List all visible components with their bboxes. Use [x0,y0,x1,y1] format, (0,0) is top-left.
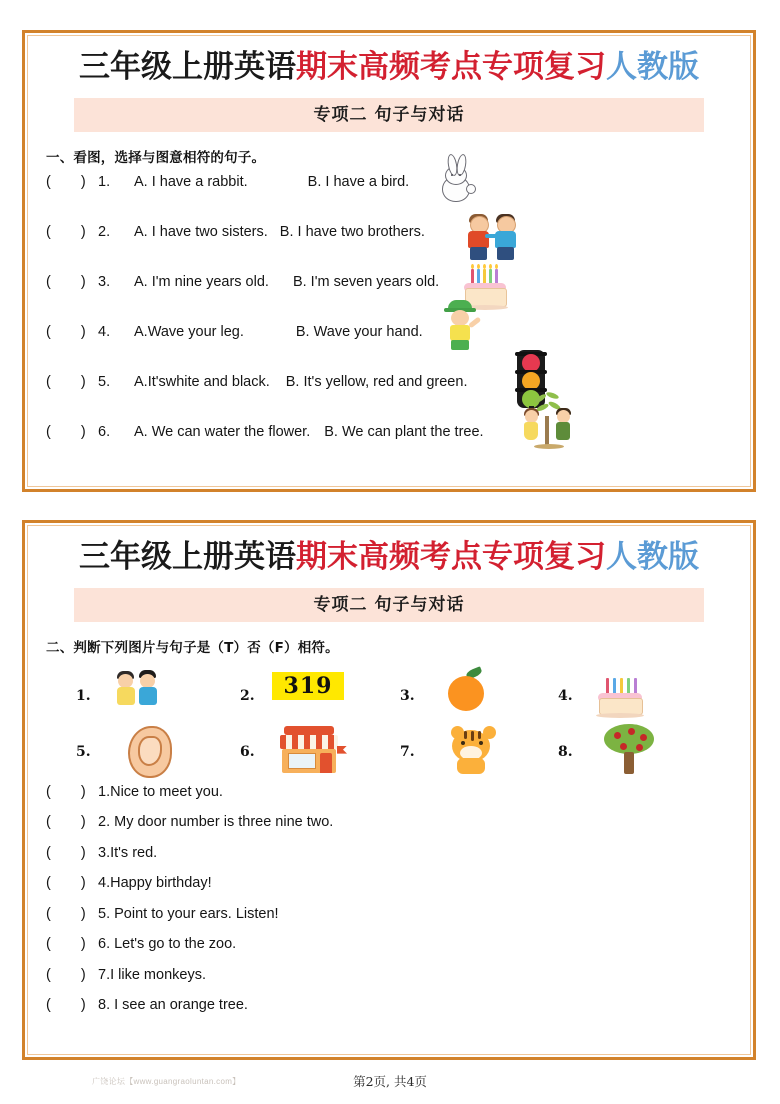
question-number: 6. [98,423,111,440]
option-a[interactable]: A. I have two sisters. [134,223,268,240]
shop-building-icon [266,722,376,776]
ear-icon [102,722,212,776]
page-title [28,50,750,86]
answer-blank[interactable]: ( ) [46,844,86,861]
statement-row[interactable] [28,997,750,1028]
answer-blank[interactable]: ( ) [46,966,86,983]
picture-cell [76,722,226,776]
section-two-instruction: 二、判断下列图片与句子是（T）否（F）相符。 [46,639,339,656]
option-b[interactable]: B. I'm seven years old. [292,273,440,290]
option-a[interactable]: A.It'swhite and black. [134,373,270,390]
question-number: 5. [98,373,111,390]
statement-row[interactable] [28,936,750,967]
statement-row[interactable] [28,784,750,815]
question-number: 4. [98,323,111,340]
picture-number: 3. [400,687,415,704]
picture-number: 4. [558,687,573,704]
section-banner-one: 专项二 句子与对话 [74,98,704,132]
picture-number: 1. [76,687,91,704]
number-319-icon [266,666,376,720]
statement-text: 5. Point to your ears. Listen! [98,905,279,922]
statement-text: 6. Let's go to the zoo. [98,936,237,953]
question-row[interactable] [28,274,750,324]
option-b[interactable]: B. It's yellow, red and green. [285,373,468,390]
option-b[interactable]: B. I have a bird. [307,173,410,190]
picture-number: 7. [400,743,415,760]
title-segment-publisher: 人教版 [606,539,699,575]
picture-cell [240,666,390,720]
statement-text: 1.Nice to meet you. [98,783,223,800]
question-number: 1. [98,173,111,190]
statement-text: 7.I like monkeys. [98,966,206,983]
answer-blank[interactable]: ( ) [46,173,86,190]
question-number: 3. [98,273,111,290]
section-one-instruction: 一、看图，选择与图意相符的句子。 [46,149,266,166]
statement-text: 2. My door number is three nine two. [98,814,334,831]
picture-number: 2. [240,687,255,704]
answer-blank[interactable]: ( ) [46,273,86,290]
tiger-icon [426,722,536,776]
answer-blank[interactable]: ( ) [46,423,86,440]
picture-cell [240,722,390,776]
worksheet-card-two [22,520,756,1060]
page-footer [0,1066,780,1104]
option-a[interactable]: A. I'm nine years old. [134,273,269,290]
page-indicator: 第2页, 共4页 [353,1074,427,1089]
question-row[interactable] [28,224,750,274]
answer-blank[interactable]: ( ) [46,223,86,240]
picture-cell [558,666,708,720]
title-segment-publisher: 人教版 [606,49,699,85]
title-segment-grade: 三年级上册英语 [79,539,296,575]
answer-blank[interactable]: ( ) [46,323,86,340]
title-segment-topic: 期末高频考点专项复习 [296,49,606,85]
section-one-question-list [28,174,750,474]
question-row[interactable] [28,174,750,224]
question-number: 2. [98,223,111,240]
apple-tree-icon [584,722,694,776]
picture-number: 6. [240,743,255,760]
picture-grid [28,666,750,778]
answer-blank[interactable]: ( ) [46,997,86,1014]
question-row[interactable] [28,374,750,424]
statement-row[interactable] [28,906,750,937]
title-segment-grade: 三年级上册英语 [79,49,296,85]
answer-blank[interactable]: ( ) [46,373,86,390]
statement-row[interactable] [28,875,750,906]
orange-fruit-icon [426,666,536,720]
picture-cell [400,666,550,720]
picture-cell [558,722,708,776]
page-title-second [28,540,750,576]
option-b[interactable]: B. Wave your hand. [295,323,423,340]
question-row[interactable] [28,424,750,474]
option-a[interactable]: A.Wave your leg. [134,323,244,340]
option-a[interactable]: A. We can water the flower. [134,423,311,440]
option-b[interactable]: B. I have two brothers. [279,223,425,240]
picture-cell [76,666,226,720]
answer-blank[interactable]: ( ) [46,905,86,922]
picture-number: 8. [558,743,573,760]
two-children-icon [102,666,212,720]
forum-watermark: 广饶论坛【www.guangraoluntan.com】 [92,1077,241,1086]
worksheet-card-one [22,30,756,492]
answer-blank[interactable]: ( ) [46,814,86,831]
option-a[interactable]: A. I have a rabbit. [134,173,248,190]
picture-number: 5. [76,743,91,760]
statement-row[interactable] [28,814,750,845]
answer-blank[interactable]: ( ) [46,936,86,953]
card-one-inner [27,35,751,487]
statement-text: 8. I see an orange tree. [98,997,248,1014]
picture-cell [400,722,550,776]
birthday-cake-icon [584,666,694,720]
option-b[interactable]: B. We can plant the tree. [324,423,484,440]
rabbit-icon [434,158,486,216]
statement-list [28,784,750,1028]
statement-row[interactable] [28,845,750,876]
statement-text: 4.Happy birthday! [98,875,212,892]
statement-row[interactable] [28,967,750,998]
card-two-inner [27,525,751,1055]
statement-text: 3.It's red. [98,844,158,861]
section-banner-two: 专项二 句子与对话 [74,588,704,622]
title-segment-topic: 期末高频考点专项复习 [296,539,606,575]
question-row[interactable] [28,324,750,374]
answer-blank[interactable]: ( ) [46,783,86,800]
answer-blank[interactable]: ( ) [46,875,86,892]
number-319-label: 319 [272,672,344,700]
